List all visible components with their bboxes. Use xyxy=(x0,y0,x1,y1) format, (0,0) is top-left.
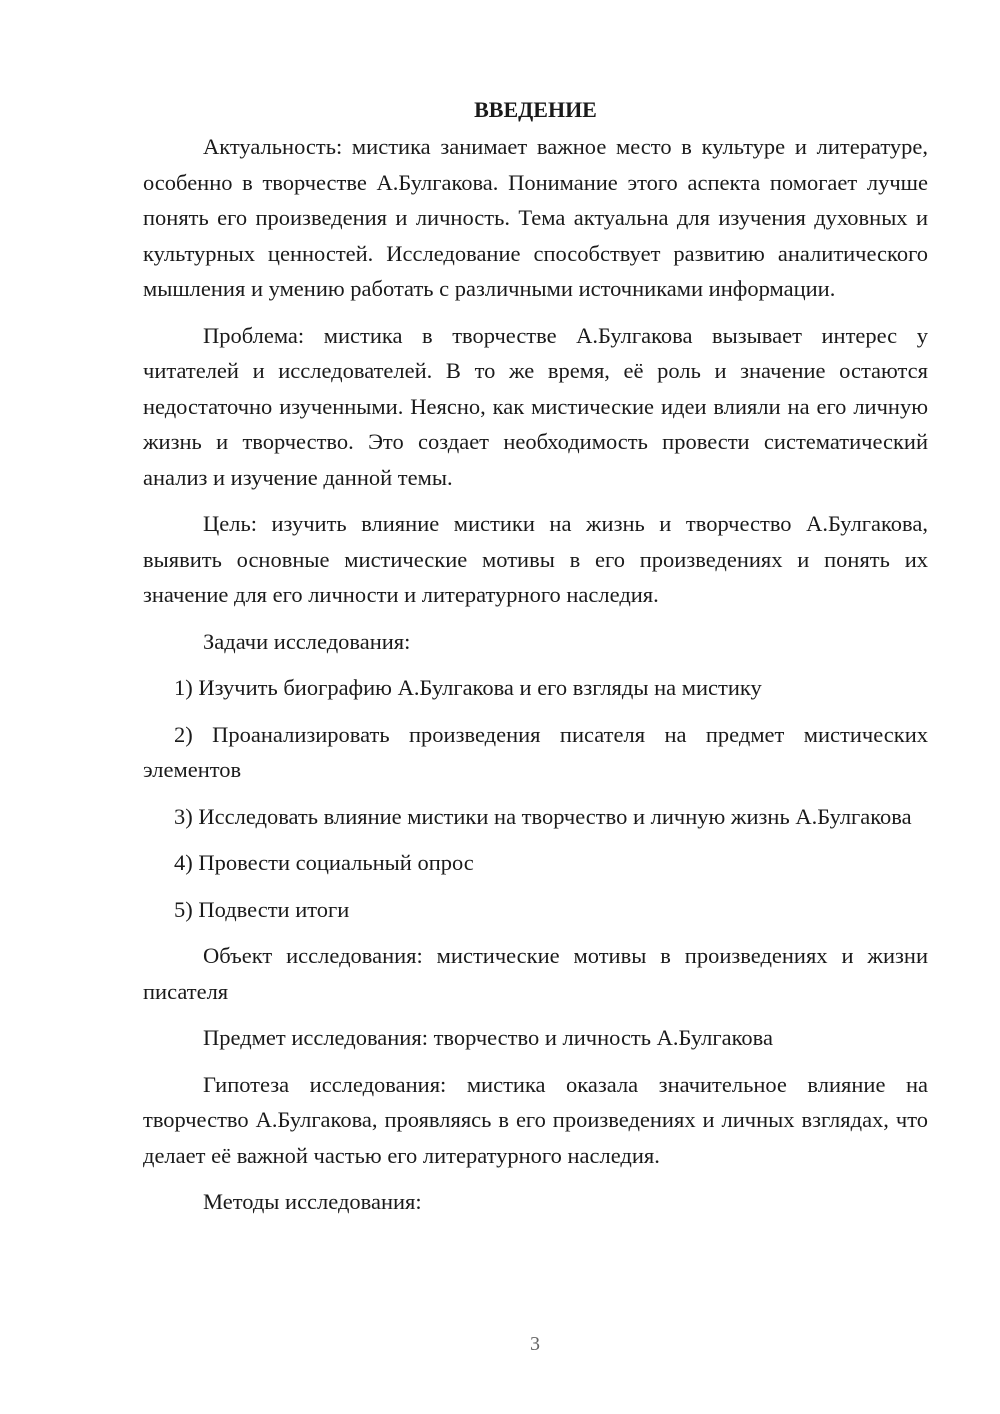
tasks-heading: Задачи исследования: xyxy=(203,628,411,654)
hypothesis-paragraph: Гипотеза исследования: мистика оказала значительное влияние на творчество А.Булгакова, проявляясь в его произведениях и личных взглядах, что делает её важной частью его литературного наследия. xyxy=(143,1071,928,1168)
task-item-1: 1) Изучить биографию А.Булгакова и его взгляды на мистику xyxy=(174,675,762,700)
section-title: ВВЕДЕНИЕ xyxy=(474,97,597,122)
methods-heading: Методы исследования: xyxy=(203,1189,422,1214)
task-item-2: 2) Проанализировать произведения писателя на предмет мистических элементов xyxy=(143,721,928,782)
task-item-5: 5) Подвести итоги xyxy=(174,896,350,922)
subject-paragraph: Предмет исследования: творчество и личность А.Булгакова xyxy=(203,1025,773,1050)
problem-paragraph: Проблема: мистика в творчестве А.Булгакова вызывает интерес у читателей и исследователей. В то же время, её роль и значение остаются недостаточно изученными. Неясно, как мистические идеи влияли на его личную жизнь и творчество. Это создает необходимость провести систематический анализ и изучение данной темы. xyxy=(143,322,928,490)
page-content xyxy=(143,92,928,1231)
relevance-paragraph: Актуальность: мистика занимает важное место в культуре и литературе, особенно в творчестве А.Булгакова. Понимание этого аспекта помогает лучше понять его произведения и личность. Тема актуальна для изучения духовных и культурных ценностей. Исследование способствует развитию аналитического мышления и умению работать с различными источниками информации. xyxy=(143,134,928,301)
task-item-4: 4) Провести социальный опрос xyxy=(174,850,474,875)
goal-paragraph: Цель: изучить влияние мистики на жизнь и творчество А.Булгакова, выявить основные мистические мотивы в его произведениях и понять их значение для его личности и литературного наследия. xyxy=(143,511,928,607)
task-item-3: 3) Исследовать влияние мистики на творчество и личную жизнь А.Булгакова xyxy=(174,803,912,829)
object-paragraph: Объект исследования: мистические мотивы в произведениях и жизни писателя xyxy=(143,943,928,1004)
page-number: 3 xyxy=(530,1333,540,1355)
